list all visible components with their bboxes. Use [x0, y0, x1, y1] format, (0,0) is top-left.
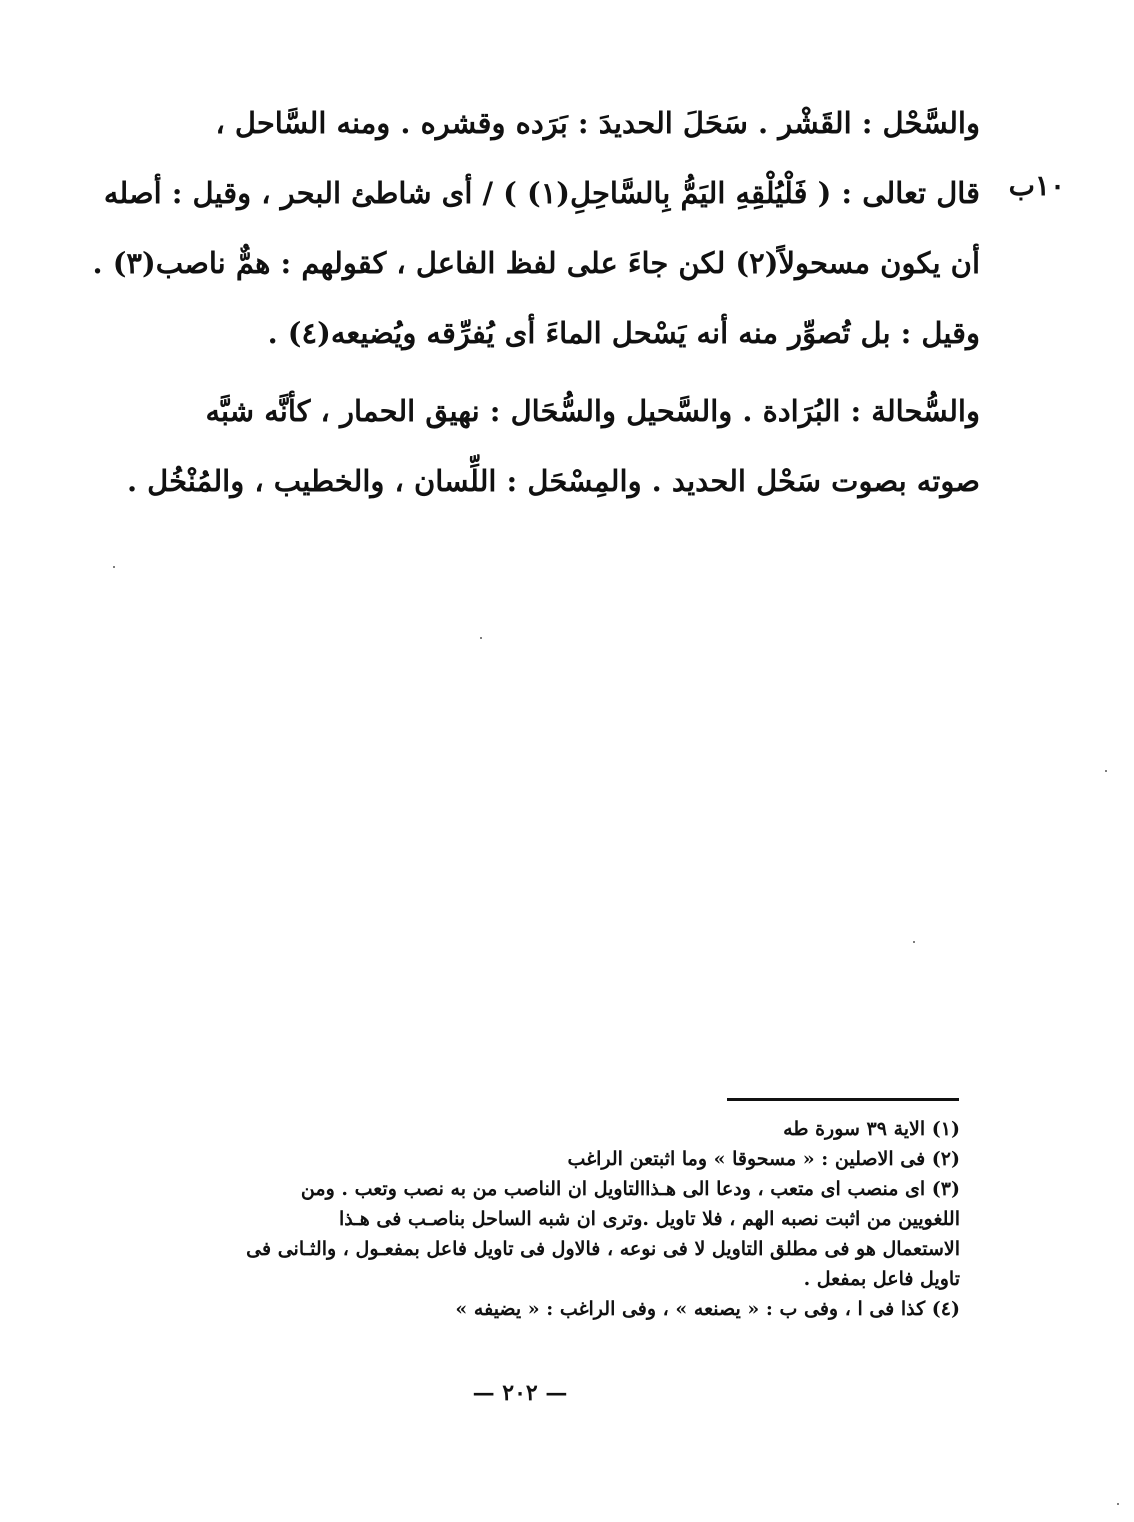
paragraph-gap: [100, 368, 980, 376]
footnote-line: (٢) فى الاصلين : « مسحوقا » وما اثبتعن الراغب: [567, 1148, 960, 1170]
footnote-line: اللغويين من اثبت نصبه الهم ، فلا تاويل .وترى ان شبه الساحل بناصـب فى هـذا: [338, 1208, 960, 1230]
text-line: قال تعالى : ( فَلْيُلْقِهِ اليَمُّ بِالسَّاحِلِ(١) ) / أى شاطئ البحر ، وقيل : أصله: [103, 176, 980, 210]
scan-speck: [113, 566, 115, 568]
scan-speck: [1105, 770, 1107, 772]
folio-margin-note: ١٠ب: [1008, 169, 1065, 202]
footnote-line: الاستعمال هو فى مطلق التاويل لا فى نوعه ، فالاول فى تاويل فاعل بمفعـول ، والثـانى فى: [246, 1238, 960, 1260]
text-line: وقيل : بل تُصوِّر منه أنه يَسْحل الماءَ أى يُفرِّقه ويُضيعه(٤) .: [267, 316, 980, 350]
text-line: والسُّحالة : البُرَادة . والسَّحيل والسُّحَال : نهيق الحمار ، كأنَّه شبَّه: [205, 394, 980, 428]
main-text-body: [92, 88, 980, 516]
footnote-line: (٣) اى منصب اى متعب ، ودعا الى هـذاالتاويل ان الناصب من به نصب وتعب . ومن: [300, 1178, 960, 1200]
scan-speck: [480, 637, 482, 639]
text-line: صوته بصوت سَحْل الحديد . والمِسْحَل : اللِّسان ، والخطيب ، والمُنْخُل .: [126, 464, 980, 498]
text-line: والسَّحْل : القَشْر . سَحَلَ الحديدَ : بَرَده وقشره . ومنه السَّاحل ،: [215, 106, 980, 140]
footnotes-block: [60, 1114, 960, 1324]
footnote-separator-rule: [727, 1098, 959, 1101]
footnote-line: (٤) كذا فى ا ، وفى ب : « يصنعه » ، وفى الراغب : « يضيفه »: [455, 1298, 960, 1320]
footnote-line: (١) الاية ٣٩ سورة طه: [783, 1118, 960, 1140]
footnote-line: تاويل فاعل بمفعل .: [803, 1268, 960, 1290]
scan-speck: [1117, 1503, 1119, 1505]
page-number: — ٢٠٢ —: [472, 1380, 568, 1406]
scan-speck: [913, 941, 915, 943]
text-line: أن يكون مسحولاً(٢) لكن جاءَ على لفظ الفاعل ، كقولهم : همٌّ ناصب(٣) .: [92, 246, 980, 280]
